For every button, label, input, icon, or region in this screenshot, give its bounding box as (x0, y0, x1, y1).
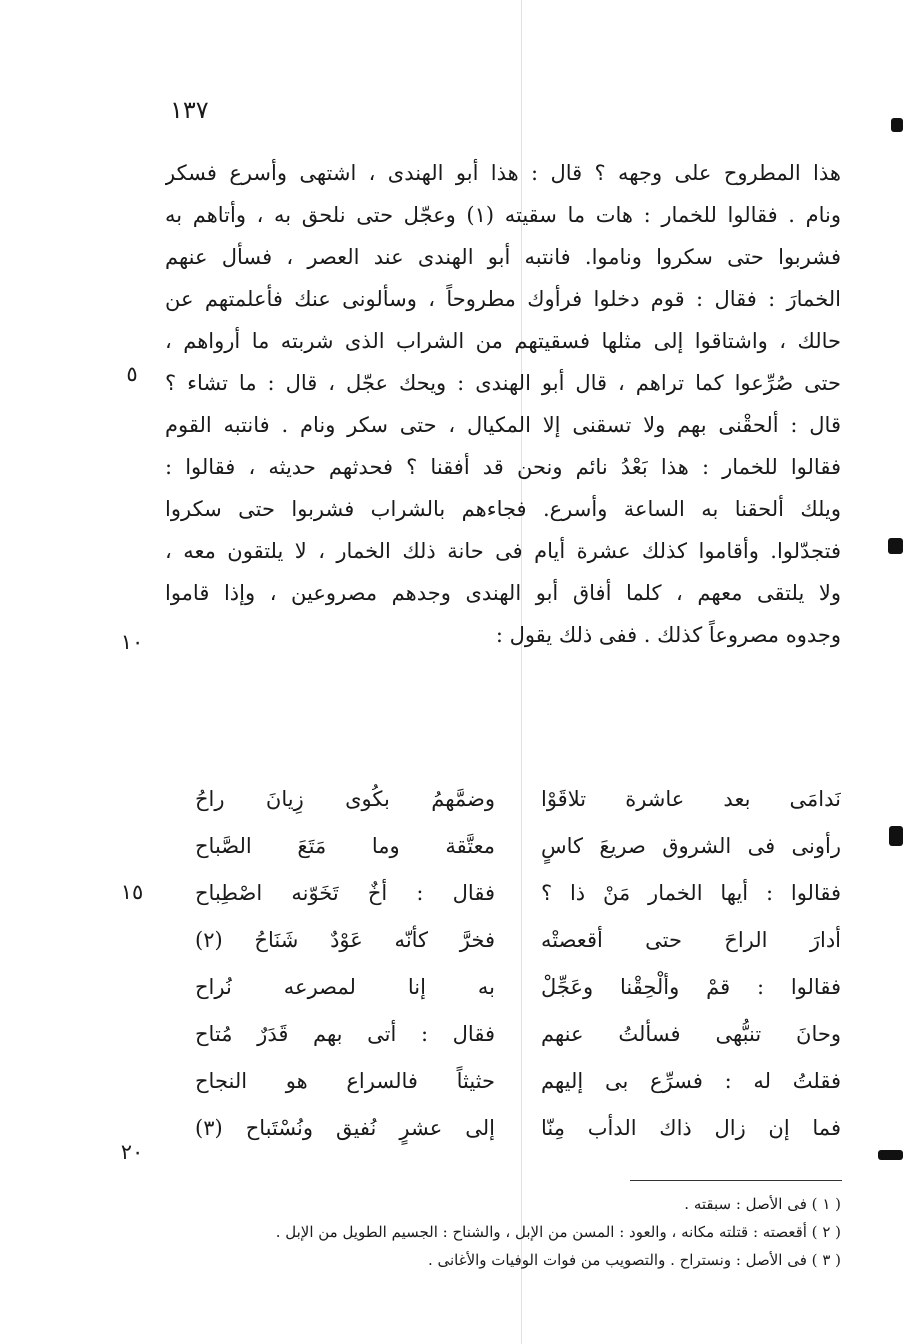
poem-first-hemistich: فقلتُ له : فسرِّع بى إليهم (541, 1069, 841, 1093)
line-number: ٥ (126, 362, 138, 386)
poem-couplet (195, 917, 841, 964)
poem-couplet (195, 870, 841, 917)
poem-first-hemistich: فقالوا : أيها الخمار مَنْ ذا ؟ (541, 881, 841, 905)
poem-couplet (195, 776, 841, 823)
poem-first-hemistich: أدارَ الراحَ حتى أقعصتْه (541, 928, 841, 952)
poem-second-hemistich: إلى عشرٍ نُفيق ونُسْتَباح (٣) (195, 1116, 495, 1140)
line-number: ١٥ (120, 880, 144, 904)
prose-line: ولا يلتقى معهم ، كلما أفاق أبو الهندى وجدهم مصروعين ، وإذا قاموا (165, 581, 841, 605)
poem-second-hemistich: به إنا لمصرعه نُراح (195, 975, 495, 999)
poem-second-hemistich: فقال : أخٌ تَخَوّنه اصْطِباح (195, 881, 495, 905)
prose-block (165, 152, 841, 656)
poem-first-hemistich: رأونى فى الشروق صريعَ كاسٍ (541, 834, 841, 858)
footnote-rule (630, 1180, 842, 1181)
footnote: ( ١ ) فى الأصل : سبقته . (684, 1195, 841, 1213)
footnotes-block (165, 1190, 841, 1274)
page-number: ١٣٧ (170, 96, 209, 124)
poem-couplet (195, 964, 841, 1011)
prose-line: فتجدّلوا. وأقاموا كذلك عشرة أيام فى حانة ذلك الخمار ، لا يلتقون معه ، (165, 539, 841, 563)
line-number: ٢٠ (120, 1140, 144, 1164)
scan-edge-mark (891, 118, 903, 132)
poem-second-hemistich: وضمَّهمُ بكُوى زِيانَ راحُ (195, 787, 495, 811)
prose-line: فقالوا للخمار : هذا بَعْدُ نائم ونحن قد أفقنا ؟ فحدثهم حديثه ، فقالوا : (165, 455, 841, 479)
poem-first-hemistich: نَدامَى بعد عاشرة تلاقَوْا (541, 787, 841, 811)
poem-couplet (195, 1011, 841, 1058)
poem-first-hemistich: فما إن زال ذاك الدأب مِنّا (541, 1116, 841, 1140)
poem-second-hemistich: فقال : أتى بهم قَدَرٌ مُتاح (195, 1022, 495, 1046)
prose-line: قال : ألحقْنى بهم ولا تسقنى إلا المكيال ، حتى سكر ونام . فانتبه القوم (165, 413, 841, 437)
scan-edge-mark (878, 1150, 903, 1160)
prose-line: الخمارَ : فقال : قوم دخلوا فرأوك مطروحاً ، وسألونى عنك فأعلمتهم عن (165, 287, 841, 311)
poem-block (195, 776, 841, 1152)
poem-couplet (195, 1058, 841, 1105)
poem-second-hemistich: معتَّقة وما مَتَعَ الصَّباح (195, 834, 495, 858)
scan-edge-mark (888, 538, 903, 554)
footnote: ( ٣ ) فى الأصل : ونستراح . والتصويب من فوات الوفيات والأغانى . (427, 1251, 841, 1269)
prose-line: حالك ، واشتاقوا إلى مثلها فسقيتهم من الشراب الذى شربته ما أرواهم ، (165, 329, 841, 353)
prose-line: حتى صُرِّعوا كما تراهم ، قال أبو الهندى : ويحك عجّل ، قال : ما تشاء ؟ (165, 371, 841, 395)
prose-line: وجدوه مصروعاً كذلك . ففى ذلك يقول : (495, 623, 841, 647)
poem-couplet (195, 1105, 841, 1152)
line-number: ١٠ (120, 630, 144, 654)
prose-line: ويلك ألحقنا به الساعة وأسرع. فجاءهم بالشراب فشربوا حتى سكروا (165, 497, 841, 521)
scan-edge-mark (889, 826, 903, 846)
prose-line: ونام . فقالوا للخمار : هات ما سقيته (١) وعجّل حتى نلحق به ، وأتاهم به (165, 203, 841, 227)
prose-line: هذا المطروح على وجهه ؟ قال : هذا أبو الهندى ، اشتهى وأسرع فسكر (165, 161, 841, 185)
poem-second-hemistich: فخرَّ كأنّه عَوْدٌ شَنَاحُ (٢) (195, 928, 495, 952)
poem-second-hemistich: حثيثاً فالسراع هو النجاح (195, 1069, 495, 1093)
poem-couplet (195, 823, 841, 870)
poem-first-hemistich: فقالوا : قمْ وألْحِقْنا وعَجِّلْ (541, 975, 841, 999)
prose-line: فشربوا حتى سكروا وناموا. فانتبه أبو الهندى عند العصر ، فسأل عنهم (165, 245, 841, 269)
footnote: ( ٢ ) أقعصته : قتلته مكانه ، والعود : المسن من الإبل ، والشناح : الجسيم الطويل من الإبل . (275, 1223, 841, 1241)
poem-first-hemistich: وحانَ تنبُّهى فسألتُ عنهم (541, 1022, 841, 1046)
